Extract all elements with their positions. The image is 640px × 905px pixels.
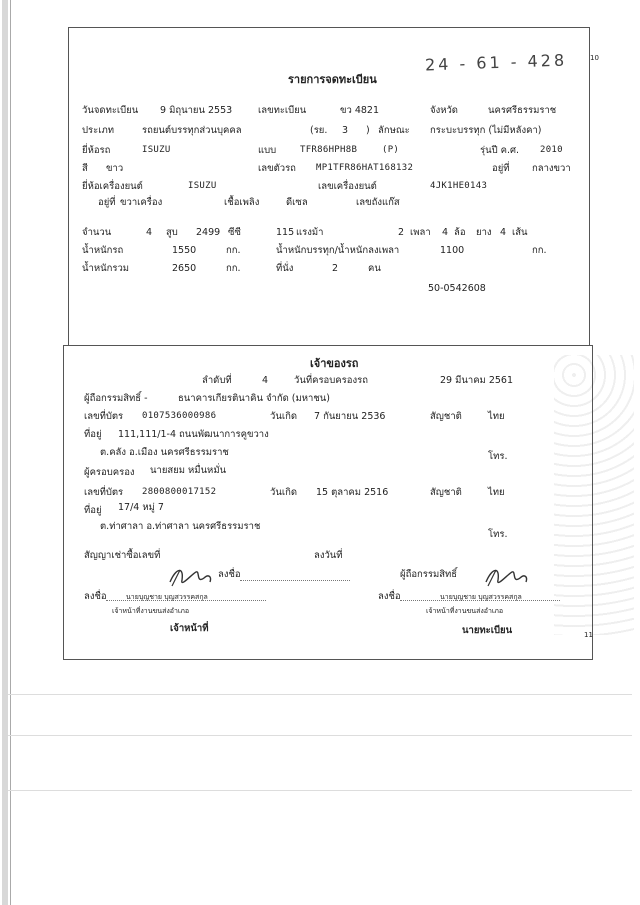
address-1: 111,111/1-4 ถนนพัฒนาการคูขวาง [118, 429, 269, 440]
reg-date: 9 มิถุนายน 2553 [160, 105, 233, 116]
label-fuel: เชื้อเพลิง [224, 197, 260, 208]
vehicle-feature: กระบะบรรทุก (ไม่มีหลังคา) [430, 125, 542, 136]
rs-value: 3 [342, 125, 349, 136]
chassis-location: กลางขวา [532, 163, 571, 174]
reg-no: ขว 4821 [340, 105, 380, 116]
page-number-top: 10 [590, 54, 599, 62]
label-tel-2: โทร. [488, 529, 508, 540]
faint-rule [8, 694, 632, 695]
owner-title: เจ้าของรถ [310, 357, 359, 370]
document-number: 50-0542608 [428, 283, 486, 294]
brand: ISUZU [142, 145, 171, 155]
label-own-date: วันที่ครอบครองรถ [294, 375, 368, 386]
load-weight: 1100 [440, 245, 465, 256]
label-birth-2: วันเกิด [270, 487, 297, 498]
birth-date-1: 7 กันยายน 2536 [314, 411, 386, 422]
label-chassis: เลขตัวรถ [258, 163, 296, 174]
total-weight: 2650 [172, 263, 197, 274]
label-cylinder: สูบ [166, 227, 178, 238]
address-2: 17/4 หมู่ 7 [118, 502, 164, 513]
card-number-2: 2800800017152 [142, 487, 217, 497]
engine-location: ขวาเครื่อง [120, 197, 163, 208]
color: ขาว [106, 163, 124, 174]
model: TFR86HPH8B [300, 145, 358, 155]
label-seats: ที่นั่ง [276, 263, 294, 274]
label-year: รุ่นปี ค.ศ. [480, 145, 520, 156]
label-possessor: ผู้ครอบครอง [84, 467, 135, 478]
handwritten-number: 24 - 61 - 428 [424, 50, 568, 75]
label-lease-date: ลงวันที่ [314, 550, 343, 561]
label-nationality-2: สัญชาติ [430, 487, 462, 498]
officer-signature [166, 564, 216, 590]
registrar-office: เจ้าหน้าที่งานขนส่งอำเภอ [426, 607, 504, 615]
address-2-line-2: ต.ท่าศาลา อ.ท่าศาลา นครศรีธรรมราช [100, 521, 261, 532]
address-1-line-2: ต.คลัง อ.เมือง นครศรีธรรมราช [100, 447, 229, 458]
model-year: 2010 [540, 145, 563, 155]
label-province: จังหวัด [430, 105, 458, 116]
label-owner-signature: ผู้ถือกรรมสิทธิ์ [400, 569, 458, 580]
sign-line-a [240, 580, 350, 581]
label-cc: ซีซี [228, 227, 241, 238]
chassis-number: MP1TFR86HAT168132 [316, 163, 414, 173]
label-lease-contract: สัญญาเช่าซื้อเลขที่ [84, 550, 161, 561]
engine-cc: 2499 [196, 227, 221, 238]
label-engine-location: อยู่ที่ [98, 197, 116, 208]
label-hp: แรงม้า [296, 227, 324, 238]
officer-name: นายบุญชาย บุญสวรรคสกุล [126, 593, 208, 601]
faint-rule [8, 735, 632, 736]
possessor: นายสยม หมื่นหมั่น [150, 465, 227, 476]
label-engine-brand: ยี่ห้อเครื่องยนต์ [82, 181, 143, 192]
rs-open: (รย. [310, 125, 328, 136]
label-sign-b: ลงชื่อ [84, 591, 107, 602]
registrar-position: นายทะเบียน [462, 625, 513, 636]
rs-close: ) [366, 125, 370, 136]
engine-brand: ISUZU [188, 181, 217, 191]
order-number: 4 [262, 375, 269, 386]
scan-edge-shadow [2, 0, 8, 905]
label-legal-owner: ผู้ถือกรรมสิทธิ์ - [84, 393, 148, 404]
page-number-bottom: 11 [584, 631, 593, 639]
label-count: จำนวน [82, 227, 112, 238]
province: นครศรีธรรมราช [488, 105, 557, 116]
faint-rule [8, 790, 632, 791]
label-tire: ยาง [476, 227, 492, 238]
label-total-weight: น้ำหนักรวม [82, 263, 130, 274]
label-model: แบบ [258, 145, 277, 156]
scan-bleed-strip [68, 334, 588, 343]
label-address-1: ที่อยู่ [84, 429, 102, 440]
scan-edge-line [10, 0, 11, 905]
label-chassis-location: อยู่ที่ [492, 163, 510, 174]
seats: 2 [332, 263, 339, 274]
label-axle: เพลา [410, 227, 431, 238]
horsepower: 115 [276, 227, 295, 238]
owner-signature [482, 564, 532, 590]
nationality-1: ไทย [488, 411, 505, 422]
label-feature: ลักษณะ [378, 125, 410, 136]
axles: 2 [398, 227, 405, 238]
label-kg-2: กก. [532, 245, 547, 256]
label-kg-1: กก. [226, 245, 241, 256]
registration-title: รายการจดทะเบียน [288, 73, 377, 86]
birth-date-2: 15 ตุลาคม 2516 [316, 487, 389, 498]
label-weight: น้ำหนักรถ [82, 245, 124, 256]
label-sign-c: ลงชื่อ [378, 591, 401, 602]
label-gas-tank: เลขถังแก๊ส [356, 197, 400, 208]
label-person: คน [368, 263, 381, 274]
label-brand: ยี่ห้อรถ [82, 145, 111, 156]
label-reg-date: วันจดทะเบียน [82, 105, 139, 116]
label-engine-number: เลขเครื่องยนต์ [318, 181, 377, 192]
label-order: ลำดับที่ [202, 375, 232, 386]
model-suffix: (P) [382, 145, 400, 155]
officer-office: เจ้าหน้าที่งานขนส่งอำเภอ [112, 607, 190, 615]
label-tel-1: โทร. [488, 451, 508, 462]
nationality-2: ไทย [488, 487, 505, 498]
fuel: ดีเซล [286, 197, 308, 208]
cylinders: 4 [146, 227, 153, 238]
watermark-pattern [554, 355, 634, 635]
label-type: ประเภท [82, 125, 115, 136]
label-birth-1: วันเกิด [270, 411, 297, 422]
label-sign-a: ลงชื่อ [218, 569, 241, 580]
label-tire-unit: เส้น [512, 227, 528, 238]
label-reg-no: เลขทะเบียน [258, 105, 307, 116]
label-card-2: เลขที่บัตร [84, 487, 124, 498]
tires: 4 [500, 227, 507, 238]
wheels: 4 [442, 227, 449, 238]
label-color: สี [82, 163, 88, 174]
label-card-1: เลขที่บัตร [84, 411, 124, 422]
engine-number: 4JK1HE0143 [430, 181, 488, 191]
label-kg-3: กก. [226, 263, 241, 274]
legal-owner: ธนาคารเกียรตินาคิน จำกัด (มหาชน) [178, 393, 331, 404]
vehicle-weight: 1550 [172, 245, 197, 256]
label-wheel: ล้อ [454, 227, 466, 238]
vehicle-type: รถยนต์บรรทุกส่วนบุคคล [142, 125, 242, 136]
label-address-2: ที่อยู่ [84, 505, 102, 516]
own-date: 29 มีนาคม 2561 [440, 375, 514, 386]
officer-position: เจ้าหน้าที่ [170, 623, 209, 634]
card-number-1: 0107536000986 [142, 411, 217, 421]
registrar-name: นายบุญชาย บุญสวรรคสกุล [440, 593, 522, 601]
label-load: น้ำหนักบรรทุก/น้ำหนักลงเพลา [276, 245, 400, 256]
label-nationality-1: สัญชาติ [430, 411, 462, 422]
